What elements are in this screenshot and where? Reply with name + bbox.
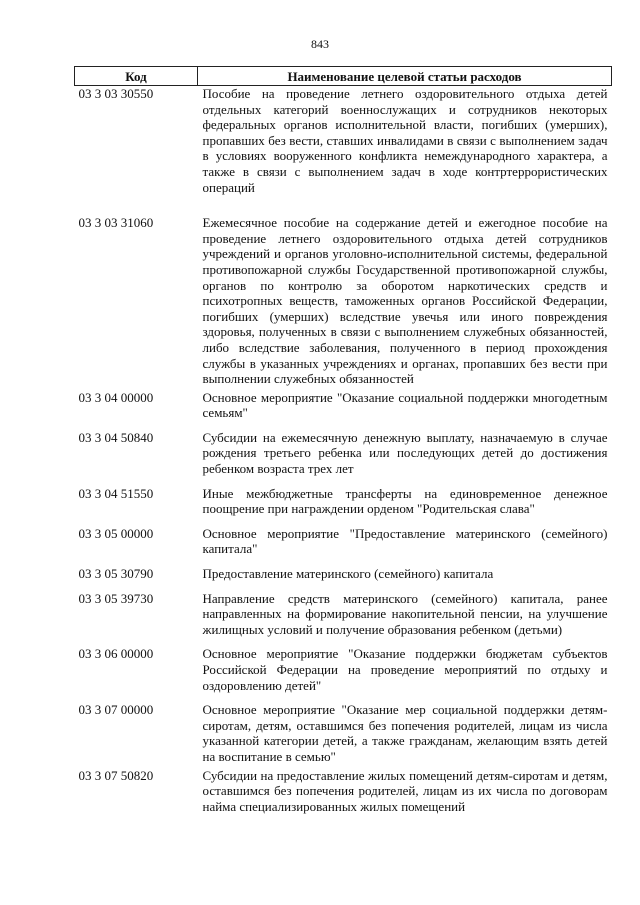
table-row (75, 702, 612, 767)
table-row (75, 591, 612, 647)
table-row (75, 390, 612, 430)
row-code: 03 3 04 50840 (78, 429, 154, 445)
row-name: Основное мероприятие "Оказание социальной поддержки многодетным семьям" (202, 389, 608, 421)
row-code: 03 3 07 50820 (78, 767, 154, 783)
row-name: Основное мероприятие "Оказание поддержки бюджетам субъектов Российской Федерации на проведение мероприятий по отдыху и оздоровлению детей" (202, 646, 608, 693)
table-row (75, 486, 612, 526)
table-row (75, 768, 612, 815)
table-row (75, 86, 612, 216)
column-header-name: Наименование целевой статьи расходов (198, 67, 612, 86)
budget-classification-table (74, 66, 612, 814)
row-name: Направление средств материнского (семейного) капитала, ранее направленных на формирование накопительной пенсии, на улучшение жилищных условий и получение образования ребенком (детьми) (202, 590, 608, 637)
row-name: Основное мероприятие "Предоставление материнского (семейного) капитала" (202, 525, 608, 557)
row-code: 03 3 05 30790 (78, 566, 154, 582)
row-name: Ежемесячное пособие на содержание детей и ежегодное пособие на проведение летнего оздоровительного отдыха детей сотрудников учреждений и органов уголовно-исполнительной системы, федеральной противопожарной службы Государственной противопожарной службы, органов по контролю за оборотом наркотических средств и психотропных веществ, таможенных органов Российской Федерации, погибших (умерших) вследствие увечья или иного повреждения здоровья, полученных в связи с выполнением служебных обязанностей, либо вследствие заболевания, полученного в период прохождения службы в указанных учреждениях и органах, пропавших без вести при выполнении служебных обязанностей (202, 215, 608, 387)
table-row (75, 215, 612, 390)
row-name: Пособие на проведение летнего оздоровительного отдыха детей отдельных категорий военнослужащих и сотрудников некоторых федеральных органов исполнительной власти, погибших (умерших), пропавших без вести, ставших инвалидами в связи с выполнением задач в условиях вооруженного конфликта немеждународного характера, а также в связи с выполнением задач в ходе контртеррористических операций (202, 86, 608, 195)
row-code: 03 3 06 00000 (78, 646, 154, 662)
row-code: 03 3 05 00000 (78, 525, 154, 541)
row-code: 03 3 04 00000 (78, 389, 154, 405)
table-row (75, 646, 612, 702)
table-row (75, 566, 612, 591)
row-code: 03 3 07 00000 (78, 702, 154, 718)
row-code: 03 3 05 39730 (78, 590, 154, 606)
row-name: Субсидии на предоставление жилых помещений детям-сиротам и детям, оставшимся без попечения родителей, лицам из их числа по договорам найма специализированных жилых помещений (202, 767, 608, 814)
row-code: 03 3 03 30550 (78, 86, 154, 101)
page-number: 843 (311, 37, 329, 51)
table-row (75, 430, 612, 486)
table-row (75, 526, 612, 566)
row-name: Предоставление материнского (семейного) капитала (202, 566, 494, 582)
table-header-row (75, 67, 612, 86)
row-code: 03 3 03 31060 (78, 215, 154, 231)
row-code: 03 3 04 51550 (78, 485, 154, 501)
row-name: Основное мероприятие "Оказание мер социальной поддержки детям-сиротам, детям, оставшимся без попечения родителей, лицам из числа указанной категории детей, а также гражданам, желающим взять детей на воспитание в семью" (202, 702, 608, 764)
row-name: Иные межбюджетные трансферты на единовременное денежное поощрение при награждении орденом "Родительская слава" (202, 485, 608, 517)
column-header-code: Код (75, 67, 198, 86)
row-name: Субсидии на ежемесячную денежную выплату, назначаемую в случае рождения третьего ребенка или последующих детей до достижения ребенком возраста трех лет (202, 429, 608, 477)
